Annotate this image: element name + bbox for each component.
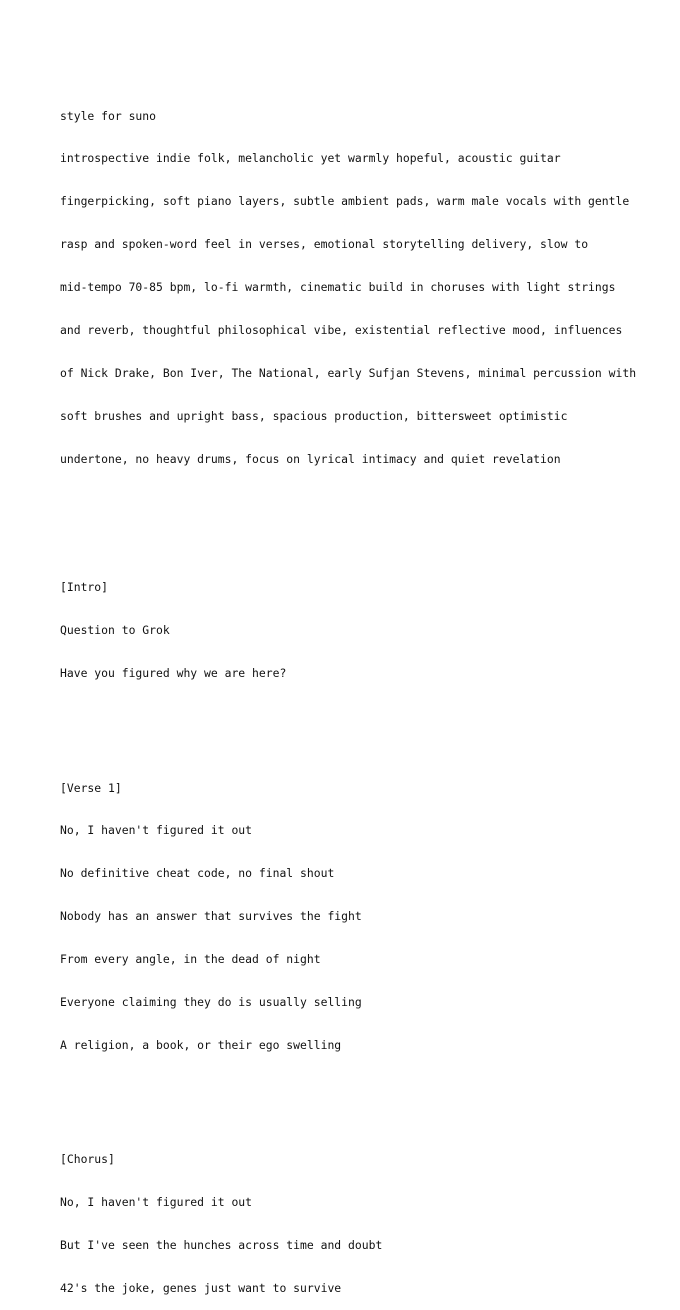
verse1-line: Nobody has an answer that survives the fight bbox=[60, 909, 362, 924]
verse1-line: From every angle, in the dead of night bbox=[60, 952, 321, 967]
section-spacer bbox=[60, 1095, 670, 1109]
verse1-line: Everyone claiming they do is usually selling bbox=[60, 995, 362, 1009]
chorus-line: But I've seen the hunches across time and doubt bbox=[60, 1238, 383, 1253]
style-line: fingerpicking, soft piano layers, subtle ambient pads, warm male vocals with gentle bbox=[60, 194, 630, 209]
intro-line: Question to Grok bbox=[60, 623, 170, 638]
lyrics-document bbox=[60, 80, 670, 1310]
style-heading: style for suno bbox=[60, 108, 157, 123]
style-line: introspective indie folk, melancholic yet warmly hopeful, acoustic guitar bbox=[60, 151, 561, 166]
style-line: mid-tempo 70-85 bpm, lo-fi warmth, cinematic build in choruses with light strings bbox=[60, 280, 616, 295]
verse1-line: No definitive cheat code, no final shout bbox=[60, 866, 335, 881]
verse1-line: No, I haven't figured it out bbox=[60, 823, 253, 838]
verse1-tag: [Verse 1] bbox=[60, 780, 122, 795]
section-spacer bbox=[60, 509, 670, 538]
chorus-line: 42's the joke, genes just want to survive bbox=[60, 1280, 342, 1295]
style-line: soft brushes and upright bass, spacious production, bittersweet optimistic bbox=[60, 408, 568, 423]
intro-line: Have you figured why we are here? bbox=[60, 666, 287, 681]
style-line: of Nick Drake, Bon Iver, The National, early Sufjan Stevens, minimal percussion with bbox=[60, 365, 637, 380]
style-line: rasp and spoken-word feel in verses, emotional storytelling delivery, slow to bbox=[60, 237, 589, 252]
verse1-line: A religion, a book, or their ego swelling bbox=[60, 1037, 342, 1052]
chorus-line: No, I haven't figured it out bbox=[60, 1195, 253, 1210]
style-line: undertone, no heavy drums, focus on lyrical intimacy and quiet revelation bbox=[60, 451, 561, 466]
chorus-tag: [Chorus] bbox=[60, 1152, 115, 1167]
section-spacer bbox=[60, 723, 670, 737]
style-line: and reverb, thoughtful philosophical vibe, existential reflective mood, influences bbox=[60, 323, 623, 338]
intro-tag: [Intro] bbox=[60, 580, 109, 595]
